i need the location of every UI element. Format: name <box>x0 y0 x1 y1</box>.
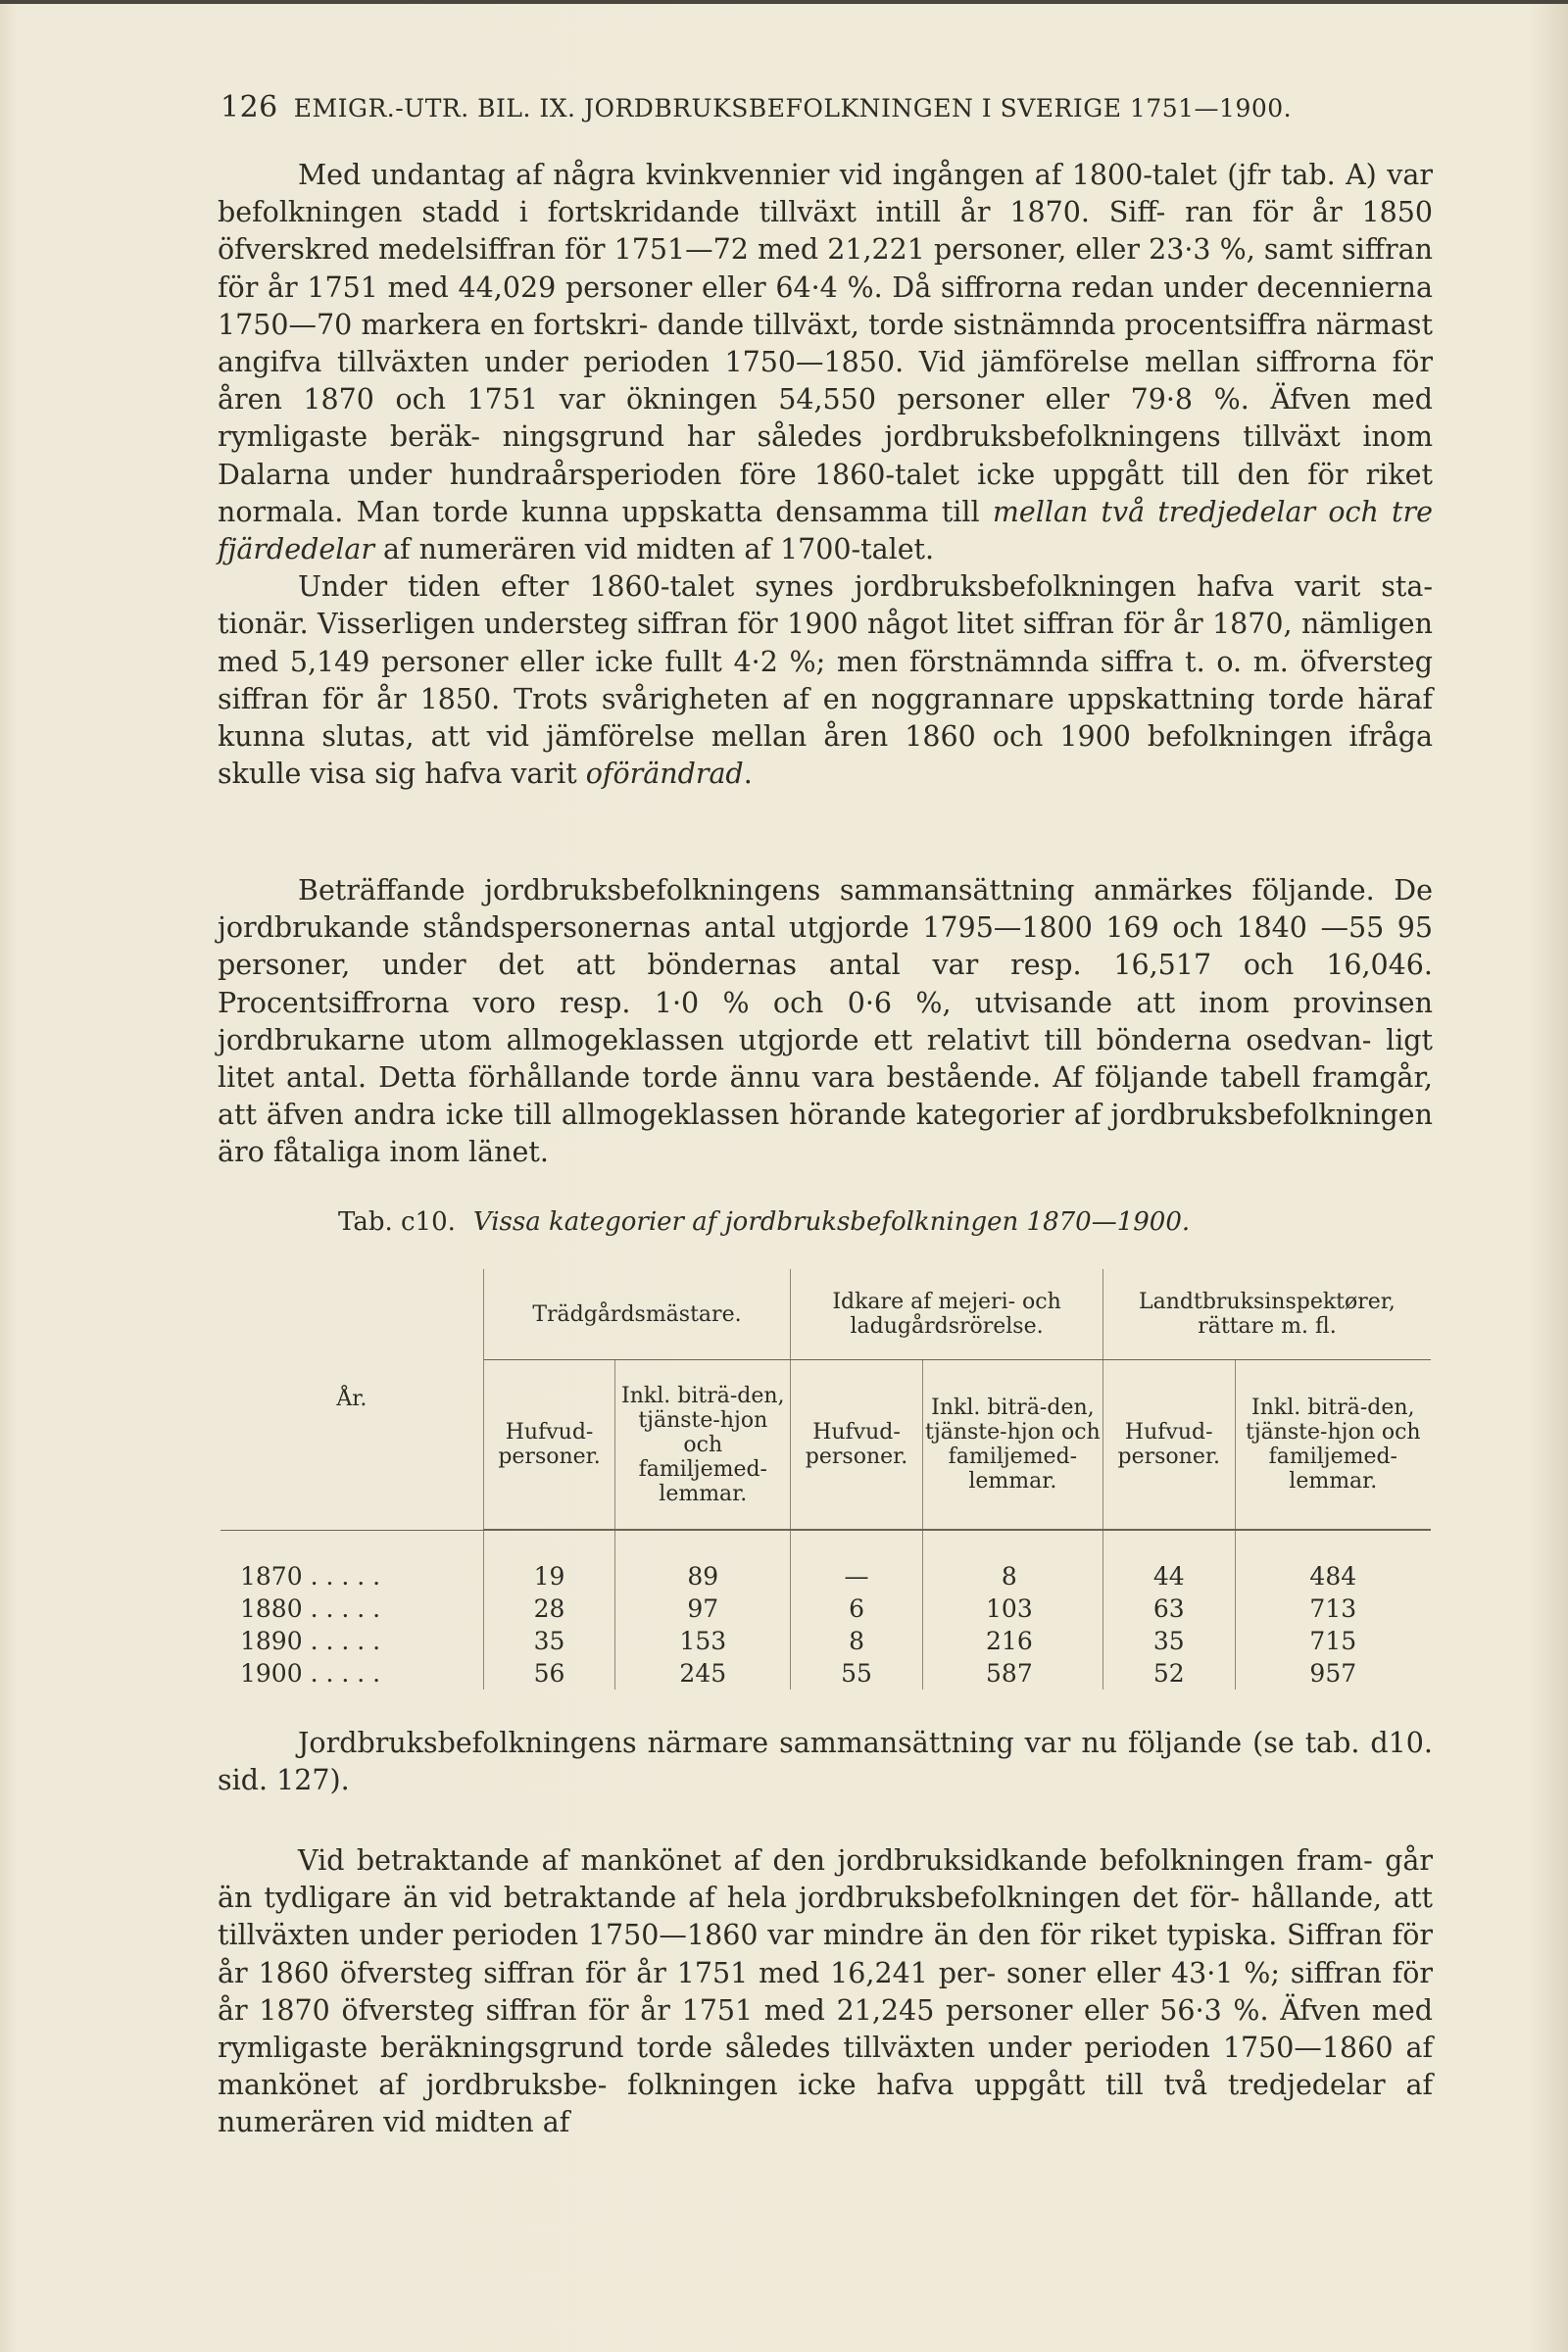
row-year: 1880 . . . . . <box>220 1592 483 1625</box>
paragraph-4: Jordbruksbefolkningens närmare sammansättning var nu följande (se tab. d10. sid. 127). <box>218 1727 1433 1797</box>
text-block-after-table <box>218 1725 1433 1799</box>
cell: 97 <box>615 1592 791 1625</box>
sub-header-incl: Inkl. biträ-den, tjänste-hjon och familjemed-lemmar. <box>1235 1360 1431 1531</box>
group-header-3: Landtbruksinspektører, rättare m. fl. <box>1102 1269 1431 1360</box>
cell: 715 <box>1309 1627 1357 1655</box>
group-header-1: Trädgårdsmästare. <box>483 1269 790 1360</box>
cell: 587 <box>922 1657 1102 1690</box>
row-year: 1870 . . . . . <box>220 1560 483 1592</box>
cell: 713 <box>1309 1594 1357 1623</box>
table-caption <box>338 1207 1416 1237</box>
cell: 35 <box>1102 1625 1235 1657</box>
group-header-2: Idkare af mejeri- och ladugårdsrörelse. <box>791 1269 1103 1360</box>
paragraph-1: Med undantag af några kvinkvennier vid ingången af 1800-talet (jfr tab. A) var befolkningen stadd i fortskridande tillväxt intill år 1870. Siff- ran för år 1850 öfverskred medelsiffran för 1751—72 med 21,221 personer, eller 23·3 %, samt siffran för år 1751 med 44,029 personer eller 64·4 %. Då siffrorna redan under decennierna 1750—70 markera en fortskri- dande tillväxt, torde sistnämnda procentsiffra närmast angifva tillväxten under perioden 1750—1850. Vid jämförelse mellan siffrorna för åren 1870 och 1751 var ökningen 54,550 personer eller 79·8 %. Äfven med rymligaste beräk- ningsgrund har således jordbruksbefolkningens tillväxt inom Dalarna under hundraårsperioden före 1860-talet icke uppgått till den för riket normala. Man torde kunna uppskatta densamma till mellan två tredjedelar och tre fjärdedelar af numerären vid midten af 1700-talet. <box>218 159 1434 566</box>
sub-header-main: Hufvud-personer. <box>1102 1360 1235 1531</box>
row-year: 1890 . . . . . <box>220 1625 483 1657</box>
cell: 19 <box>483 1560 615 1592</box>
row-year: 1900 . . . . . <box>220 1657 483 1690</box>
table-title: Vissa kategorier af jordbruksbefolkningen 1870—1900. <box>472 1207 1191 1237</box>
cell: — <box>791 1560 923 1592</box>
table-label: Tab. c10. <box>338 1207 456 1237</box>
cell: 44 <box>1102 1560 1235 1592</box>
running-title: EMIGR.-UTR. BIL. IX. JORDBRUKSBEFOLKNINGEN I SVERIGE 1751—1900. <box>293 94 1293 122</box>
cell: 28 <box>483 1592 615 1625</box>
cell: 484 <box>1309 1562 1357 1591</box>
cell: 35 <box>483 1625 615 1657</box>
sub-header-main: Hufvud-personer. <box>791 1360 923 1531</box>
cell: 63 <box>1102 1592 1235 1625</box>
paragraph-5: Vid betraktande af mankönet af den jordbruksidkande befolkningen fram- går än tydligare än vid betraktande af hela jordbruksbefolkningen det för- hållande, att tillväxten under perioden 1750—1860 var mindre än den för riket typiska. Siffran för år 1860 öfversteg siffran för år 1751 med 16,241 per- soner eller 43·1 %; siffran för år 1870 öfversteg siffran för år 1751 med 21,245 personer eller 56·3 %. Äfven med rymligaste beräkningsgrund torde således tillväxten under perioden 1750—1860 af mankönet af jordbruksbe- folkningen icke hafva uppgått till två tredjedelar af numerären vid midten af <box>218 1844 1434 2139</box>
table-row <box>220 1657 1431 1690</box>
sub-header-main: Hufvud-personer. <box>483 1360 615 1531</box>
paragraph-3: Beträffande jordbruksbefolkningens sammansättning anmärkes följande. De jordbrukande ståndspersonernas antal utgjorde 1795—1800 169 och 1840 —55 95 personer, under det att böndernas antal var resp. 16,517 och 16,046. Procentsiffrorna voro resp. 1·0 % och 0·6 %, utvisande att inom provinsen jordbrukarne utom allmogeklassen utgjorde ett relativt till bönderna osedvan- ligt litet antal. Detta förhållande torde ännu vara bestående. Af följande tabell framgår, att äfven andra icke till allmogeklassen hörande kategorier af jordbruksbefolkningen äro fåtaliga inom länet. <box>218 874 1434 1169</box>
cell: 103 <box>922 1592 1102 1625</box>
col-header-year: År. <box>220 1269 483 1530</box>
cell: 8 <box>922 1560 1102 1592</box>
table-row <box>220 1625 1431 1657</box>
table-row <box>220 1560 1431 1592</box>
table-row <box>220 1592 1431 1625</box>
sub-header-incl: Inkl. biträ-den, tjänste-hjon och familjemed-lemmar. <box>615 1360 791 1531</box>
cell: 957 <box>1309 1659 1357 1688</box>
page-number: 126 <box>220 90 278 124</box>
cell: 245 <box>615 1657 791 1690</box>
text-block-upper <box>218 157 1433 793</box>
cell: 55 <box>791 1657 923 1690</box>
sub-header-incl: Inkl. biträ-den, tjänste-hjon och familjemed-lemmar. <box>922 1360 1102 1531</box>
cell: 6 <box>791 1592 923 1625</box>
paragraph-2: Under tiden efter 1860-talet synes jordbruksbefolkningen hafva varit sta- tionär. Visserligen understeg siffran för 1900 något litet siffran för år 1870, nämligen med 5,149 personer eller icke fullt 4·2 %; men förstnämnda siffra t. o. m. öfversteg siffran för år 1850. Trots svårigheten af en noggrannare uppskattning torde häraf kunna slutas, att vid jämförelse mellan åren 1860 och 1900 befolkningen ifråga skulle visa sig hafva varit oförändrad. <box>218 570 1434 791</box>
text-block-middle <box>218 872 1433 1172</box>
cell: 216 <box>922 1625 1102 1657</box>
running-header <box>220 90 1431 124</box>
cell: 52 <box>1102 1657 1235 1690</box>
cell: 56 <box>483 1657 615 1690</box>
cell: 8 <box>791 1625 923 1657</box>
cell: 153 <box>615 1625 791 1657</box>
data-table <box>220 1269 1431 1690</box>
cell: 89 <box>615 1560 791 1592</box>
top-border <box>0 0 1568 4</box>
text-block-lower <box>218 1842 1433 2142</box>
